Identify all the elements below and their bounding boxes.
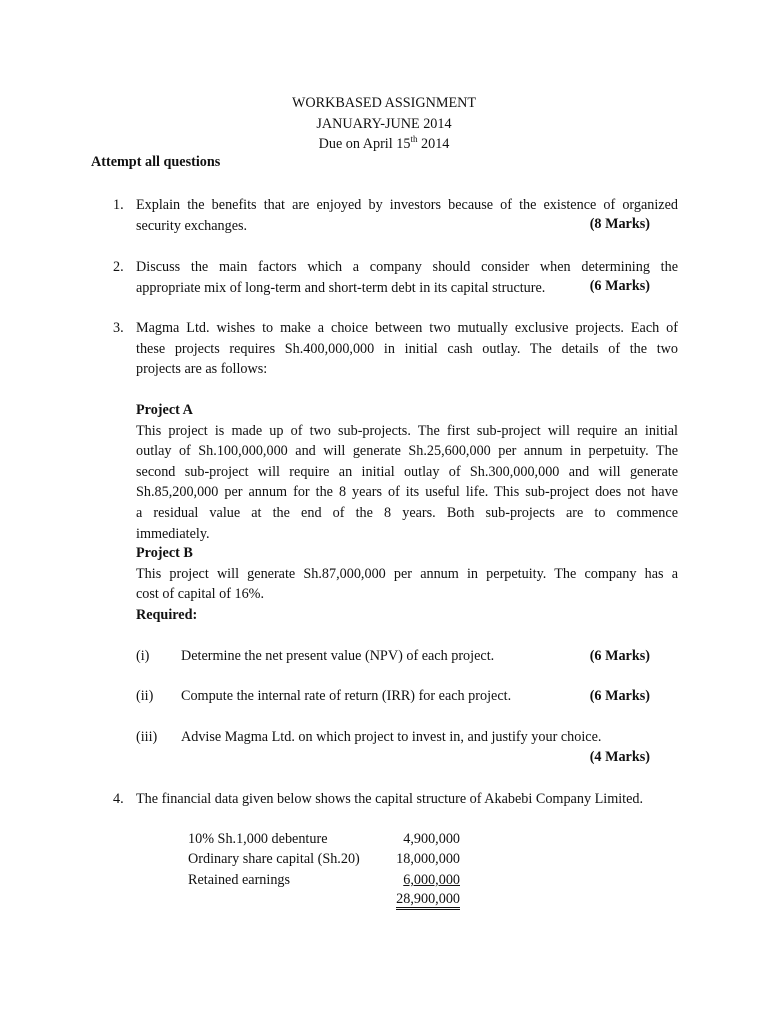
req-iii-text: Advise Magma Ltd. on which project to invest in, and justify your choice. (181, 729, 602, 745)
project-b-block (136, 543, 678, 625)
req-ii-marks: (6 Marks) (589, 688, 650, 704)
project-b-line: cost of capital of 16%. (136, 586, 265, 603)
req-i-text: Determine the net present value (NPV) of each project. (181, 648, 495, 664)
project-b-line: This project will generate Sh.87,000,000 per annum in perpetuity. The company has a (136, 565, 678, 582)
q3-line1: Magma Ltd. wishes to make a choice between two mutually exclusive projects. Each of (136, 320, 678, 336)
q2-line2: appropriate mix of long-term and short-term debt in its capital structure. (136, 279, 546, 296)
project-a-line: outlay of Sh.100,000,000 and will generate Sh.25,600,000 per annum in perpetuity. The (136, 443, 678, 460)
req-iii-number: (iii) (136, 729, 158, 745)
project-a-title: Project A (136, 402, 193, 418)
req-i-number: (i) (136, 648, 150, 664)
q3-line2: these projects requires Sh.400,000,000 in initial cash outlay. The details of the two (136, 340, 678, 357)
q3-line3: projects are as follows: (136, 361, 268, 378)
q1-number: 1. (113, 197, 124, 213)
table-value: 4,900,000 (403, 831, 460, 847)
project-a-line: This project is made up of two sub-projects. The first sub-project will require an initial (136, 422, 678, 439)
req-ii-text: Compute the internal rate of return (IRR) for each project. (181, 688, 512, 704)
due-suffix: 2014 (417, 136, 450, 152)
table-total-text: 28,900,000 (396, 892, 460, 910)
project-a-block (136, 400, 678, 544)
instruction: Attempt all questions (91, 154, 221, 170)
q4-text: The financial data given below shows the capital structure of Akabebi Company Limited. (136, 791, 644, 807)
req-iii-marks: (4 Marks) (589, 749, 650, 765)
due-sup: th (410, 134, 418, 144)
table-row: Ordinary share capital (Sh.20) (188, 851, 360, 867)
q1-marks: (8 Marks) (589, 216, 650, 232)
req-i-marks: (6 Marks) (589, 648, 650, 664)
q4-number: 4. (113, 791, 124, 807)
q3-number: 3. (113, 320, 124, 336)
table-total (370, 891, 460, 910)
header-period: JANUARY-JUNE 2014 (316, 115, 452, 132)
project-b-title: Project B (136, 545, 193, 561)
req-ii-number: (ii) (136, 688, 154, 704)
q1-line1: Explain the benefits that are enjoyed by investors because of the existence of organized (136, 197, 678, 213)
table-value: 18,000,000 (396, 851, 460, 867)
due-prefix: Due on April 15 (318, 136, 411, 152)
header-due-date (0, 134, 768, 155)
q2-line1: Discuss the main factors which a company should consider when determining the (136, 259, 678, 275)
table-row: 10% Sh.1,000 debenture (188, 831, 328, 847)
document-header (0, 93, 768, 155)
q3-text (136, 318, 678, 380)
q2-number: 2. (113, 259, 124, 275)
q2-marks: (6 Marks) (589, 278, 650, 294)
project-a-line: second sub-project will require an initial outlay of Sh.300,000,000 and will generate (136, 463, 678, 480)
table-row: Retained earnings (188, 872, 291, 888)
header-title: WORKBASED ASSIGNMENT (291, 95, 477, 111)
q1-line2: security exchanges. (136, 217, 248, 234)
project-a-line: immediately. (136, 525, 210, 542)
project-a-line: Sh.85,200,000 per annum for the 8 years of its useful life. This sub-project does not have (136, 484, 678, 501)
table-value-text: 6,000,000 (403, 872, 460, 888)
required-label: Required: (136, 606, 198, 623)
project-a-line: a residual value at the end of the 8 years. Both sub-projects are to commence (136, 504, 678, 521)
table-value (370, 872, 460, 889)
